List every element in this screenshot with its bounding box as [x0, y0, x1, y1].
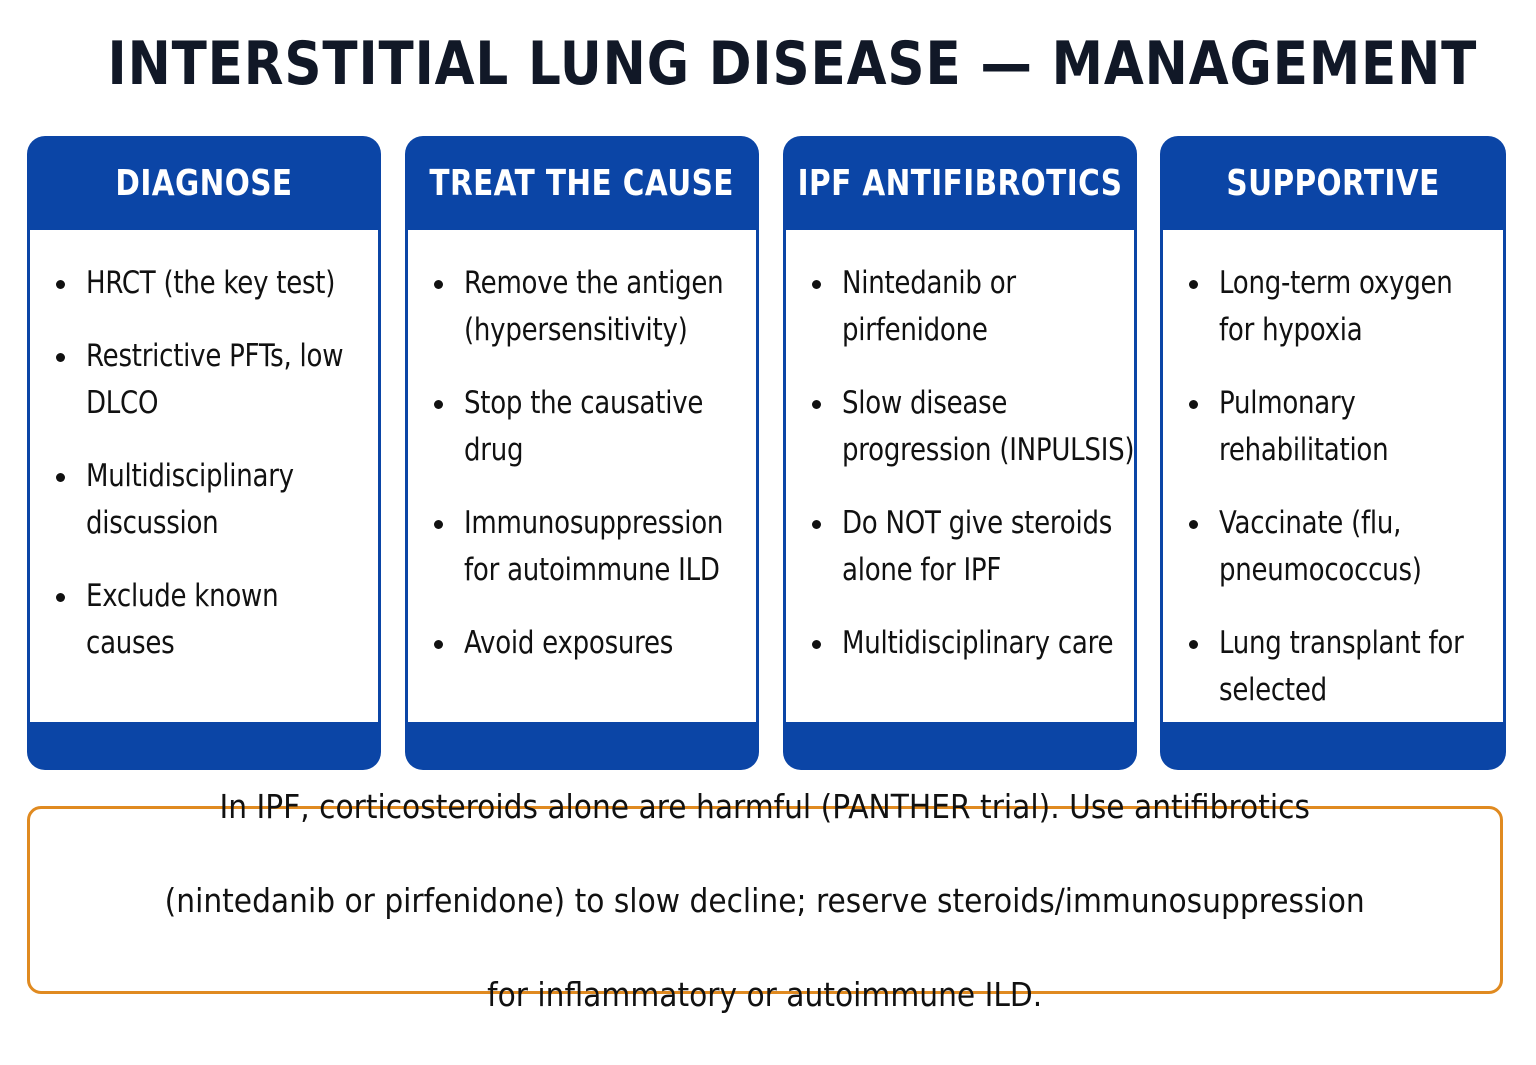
list-item-text: Immunosuppression for autoimmune ILD: [464, 505, 724, 588]
card-header: [405, 136, 759, 230]
key-note-box: [27, 786, 1503, 1014]
card-header: [783, 136, 1137, 230]
list-item: [808, 260, 1126, 354]
list-item-text: Stop the causative drug: [464, 385, 704, 468]
list-item: [1185, 260, 1489, 354]
list-item: [430, 500, 734, 594]
list-item: [808, 500, 1132, 594]
bullet-list: [1185, 260, 1495, 740]
bullet-list: [430, 260, 748, 693]
note-line: (nintedanib or pirfenidone) to slow decline; reserve steroids/immunosuppression: [164, 880, 1366, 920]
list-item-text: Exclude known causes: [86, 578, 279, 661]
bullet-list: [52, 260, 370, 693]
card-header-label: DIAGNOSE: [115, 162, 293, 204]
list-item-text: Lung transplant for selected: [1219, 625, 1464, 708]
card-treat-the-cause: [405, 136, 759, 770]
list-item-text: Pulmonary rehabilitation: [1219, 385, 1389, 468]
list-item-text: Do NOT give steroids alone for IPF: [842, 505, 1113, 588]
list-item: [1185, 380, 1439, 474]
list-item-text: Long-term oxygen for hypoxia: [1219, 265, 1453, 348]
card-diagnose: [27, 136, 381, 770]
list-item: [808, 620, 1126, 667]
list-item: [1185, 620, 1469, 714]
list-item: [52, 453, 336, 547]
card-header: [1160, 136, 1506, 230]
list-item-text: Slow disease progression (INPULSIS): [842, 385, 1135, 468]
list-item: [52, 573, 336, 667]
list-item: [52, 260, 370, 307]
card-body: [786, 230, 1134, 722]
card-header: [27, 136, 381, 230]
bullet-list: [808, 260, 1135, 693]
card-body: [30, 230, 378, 722]
card-header-label: IPF ANTIFIBROTICS: [797, 162, 1123, 204]
list-item: [430, 620, 748, 667]
key-note-text: [165, 736, 1365, 1065]
list-item-text: Avoid exposures: [464, 625, 674, 661]
list-item: [430, 380, 748, 474]
list-item: [1185, 500, 1459, 594]
list-item-text: Vaccinate (flu, pneumococcus): [1219, 505, 1422, 588]
list-item: [808, 380, 1142, 474]
list-item-text: Remove the antigen (hypersensitivity): [464, 265, 724, 348]
card-ipf-antifibrotics: [783, 136, 1137, 770]
card-supportive: [1160, 136, 1506, 770]
card-header-label: TREAT THE CAUSE: [429, 162, 735, 204]
list-item-text: Restrictive PFTs, low DLCO: [86, 338, 344, 421]
note-line: In IPF, corticosteroids alone are harmful (PANTHER trial). Use antifibrotics: [219, 786, 1311, 826]
list-item: [52, 333, 386, 427]
card-header-label: SUPPORTIVE: [1226, 162, 1440, 204]
list-item-text: HRCT (the key test): [86, 265, 336, 301]
list-item-text: Multidisciplinary care: [842, 625, 1114, 661]
list-item-text: Nintedanib or pirfenidone: [842, 265, 1016, 348]
card-body: [408, 230, 756, 722]
card-body: [1163, 230, 1503, 722]
list-item: [430, 260, 724, 354]
page-title: INTERSTITIAL LUNG DISEASE — MANAGEMENT: [107, 29, 1478, 99]
note-line: for inflammatory or autoimmune ILD.: [487, 974, 1043, 1014]
list-item-text: Multidisciplinary discussion: [86, 458, 294, 541]
